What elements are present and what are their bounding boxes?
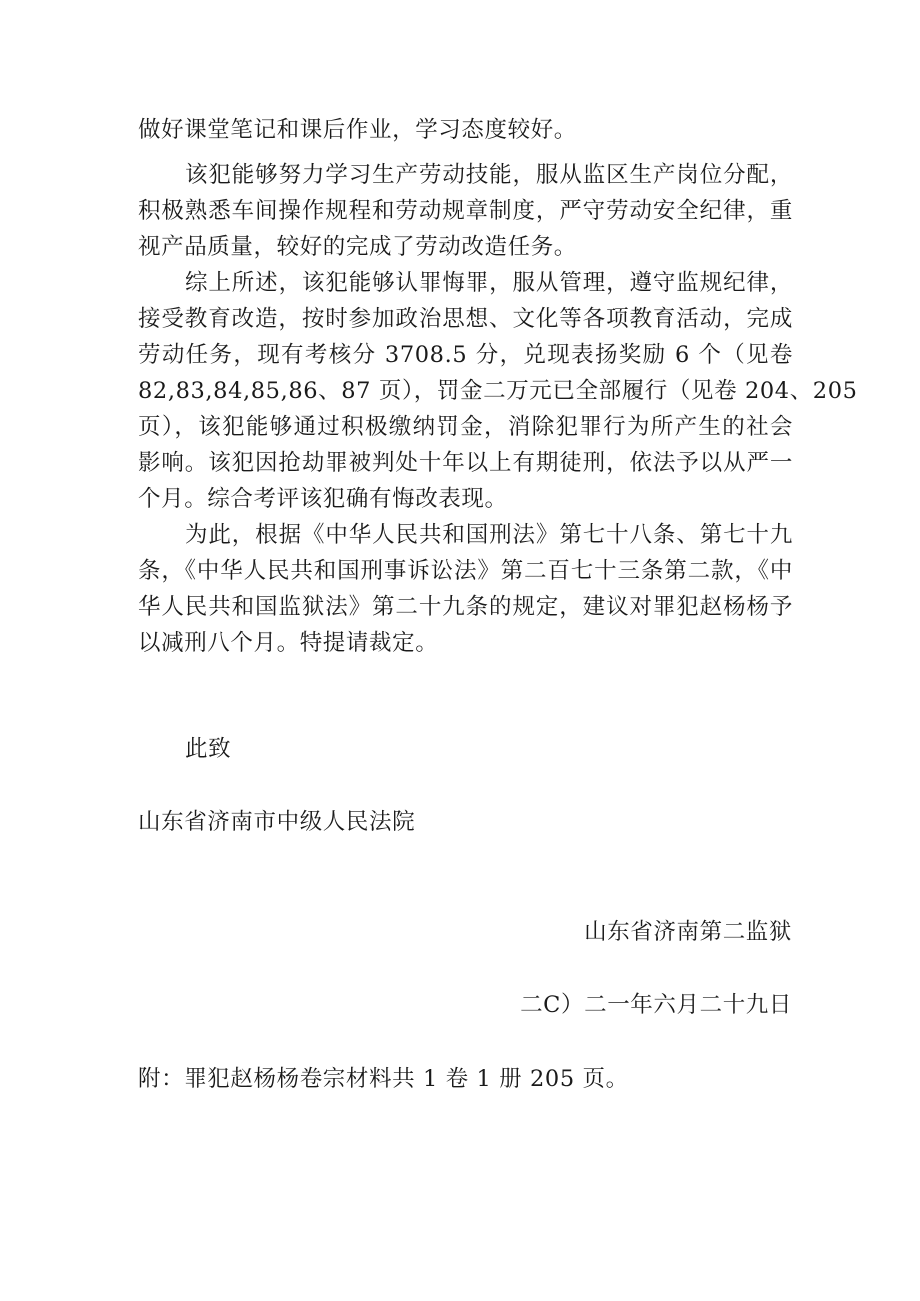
paragraph-line: 综上所述，该犯能够认罪悔罪，服从管理，遵守监规纪律， xyxy=(185,270,793,296)
paragraph-line: 以减刑八个月。特提请裁定。 xyxy=(138,630,439,656)
paragraph-line: 个月。综合考评该犯确有悔改表现。 xyxy=(138,486,508,512)
paragraph-line: 华人民共和国监狱法》第二十九条的规定，建议对罪犯赵杨杨予 xyxy=(138,594,793,620)
date: 二C）二一年六月二十九日 xyxy=(520,992,792,1018)
paragraph-line: 为此，根据《中华人民共和国刑法》第七十八条、第七十九 xyxy=(185,522,793,548)
paragraph-line: 积极熟悉车间操作规程和劳动规章制度，严守劳动安全纪律，重 xyxy=(138,198,793,224)
addressee: 山东省济南市中级人民法院 xyxy=(138,809,416,835)
attachment-note: 附：罪犯赵杨杨卷宗材料共 1 卷 1 册 205 页。 xyxy=(138,1066,629,1092)
signer: 山东省济南第二监狱 xyxy=(584,919,792,945)
paragraph-line: 视产品质量，较好的完成了劳动改造任务。 xyxy=(138,234,577,260)
paragraph-line: 劳动任务，现有考核分 3708.5 分，兑现表扬奖励 6 个（见卷 xyxy=(138,342,793,368)
paragraph-line: 82,83,84,85,86、87 页），罚金二万元已全部履行（见卷 204、205 xyxy=(138,378,858,404)
paragraph-line: 该犯能够努力学习生产劳动技能，服从监区生产岗位分配， xyxy=(185,162,793,188)
paragraph-line: 做好课堂笔记和课后作业，学习态度较好。 xyxy=(138,117,577,143)
salutation: 此致 xyxy=(185,736,232,762)
paragraph-line: 接受教育改造，按时参加政治思想、文化等各项教育活动，完成 xyxy=(138,306,793,332)
paragraph-line: 页），该犯能够通过积极缴纳罚金，消除犯罪行为所产生的社会 xyxy=(138,414,793,440)
paragraph-line: 条，《中华人民共和国刑事诉讼法》第二百七十三条第二款，《中 xyxy=(138,558,793,584)
paragraph-line: 影响。该犯因抢劫罪被判处十年以上有期徒刑，依法予以从严一 xyxy=(138,450,793,476)
